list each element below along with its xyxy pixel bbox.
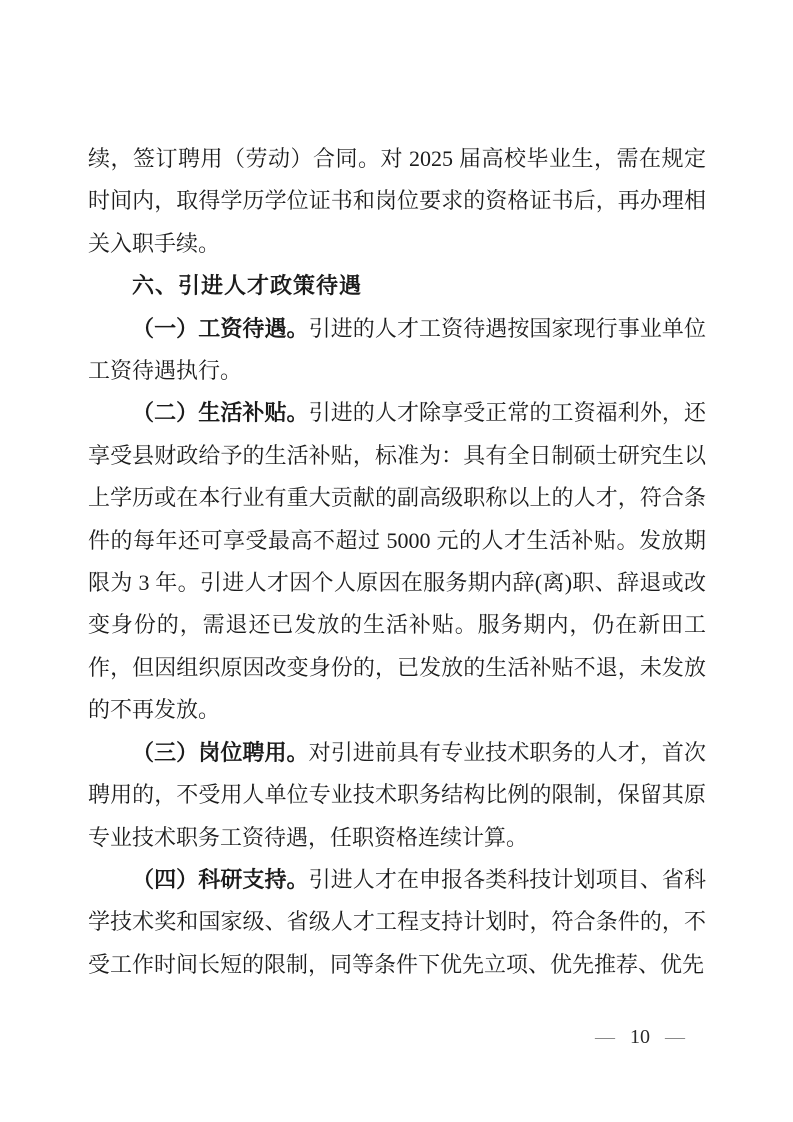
item-lead-living-subsidy: （二）生活补贴。: [132, 400, 309, 426]
item-text-living-subsidy: 引进的人才除享受正常的工资福利外，还享受县财政给予的生活补贴，标准为：具有全日制硕士研究生以上学历或在本行业有重大贡献的副高级职称以上的人才，符合条件的每年还可享受最高不超过 5000 元的人才生活补贴。发放期限为 3 年。引进人才因个人原因在服务期内辞(离)职、辞退或改变身份的，需退还已发放的生活补贴。服务期内，仍在新田工作，但因组织原因改变身份的，已发放的生活补贴不退，未发放的不再发放。: [88, 400, 706, 723]
item-text-salary: 引进的人才工资待遇按国家现行事业单位工资待遇执行。: [88, 315, 706, 384]
footer-left-dash: —: [595, 1026, 615, 1048]
document-body: [88, 138, 706, 986]
paragraph-item-salary: [88, 308, 706, 393]
item-lead-post-employment: （三）岗位聘用。: [132, 739, 309, 765]
item-lead-research-support: （四）科研支持。: [132, 866, 309, 892]
page-number: 10: [630, 1026, 650, 1048]
item-text-research-support: 引进人才在申报各类科技计划项目、省科学技术奖和国家级、省级人才工程支持计划时，符合条件的，不受工作时间长短的限制，同等条件下优先立项、优先推荐、优先: [88, 866, 706, 977]
page-number-footer: [595, 1026, 685, 1049]
section-heading: 六、引进人才政策待遇: [132, 273, 363, 299]
item-lead-salary: （一）工资待遇。: [132, 315, 309, 341]
item-text-post-employment: 对引进前具有专业技术职务的人才，首次聘用的，不受用人单位专业技术职务结构比例的限制，保留其原专业技术职务工资待遇，任职资格连续计算。: [88, 739, 706, 850]
footer-right-dash: —: [665, 1026, 685, 1048]
paragraph-continuation: 续，签订聘用（劳动）合同。对 2025 届高校毕业生，需在规定时间内，取得学历学位证书和岗位要求的资格证书后，再办理相关入职手续。: [88, 146, 706, 256]
paragraph-item-living-subsidy: [88, 392, 706, 731]
paragraph-item-research-support: [88, 859, 706, 986]
paragraph-item-post-employment: [88, 732, 706, 859]
